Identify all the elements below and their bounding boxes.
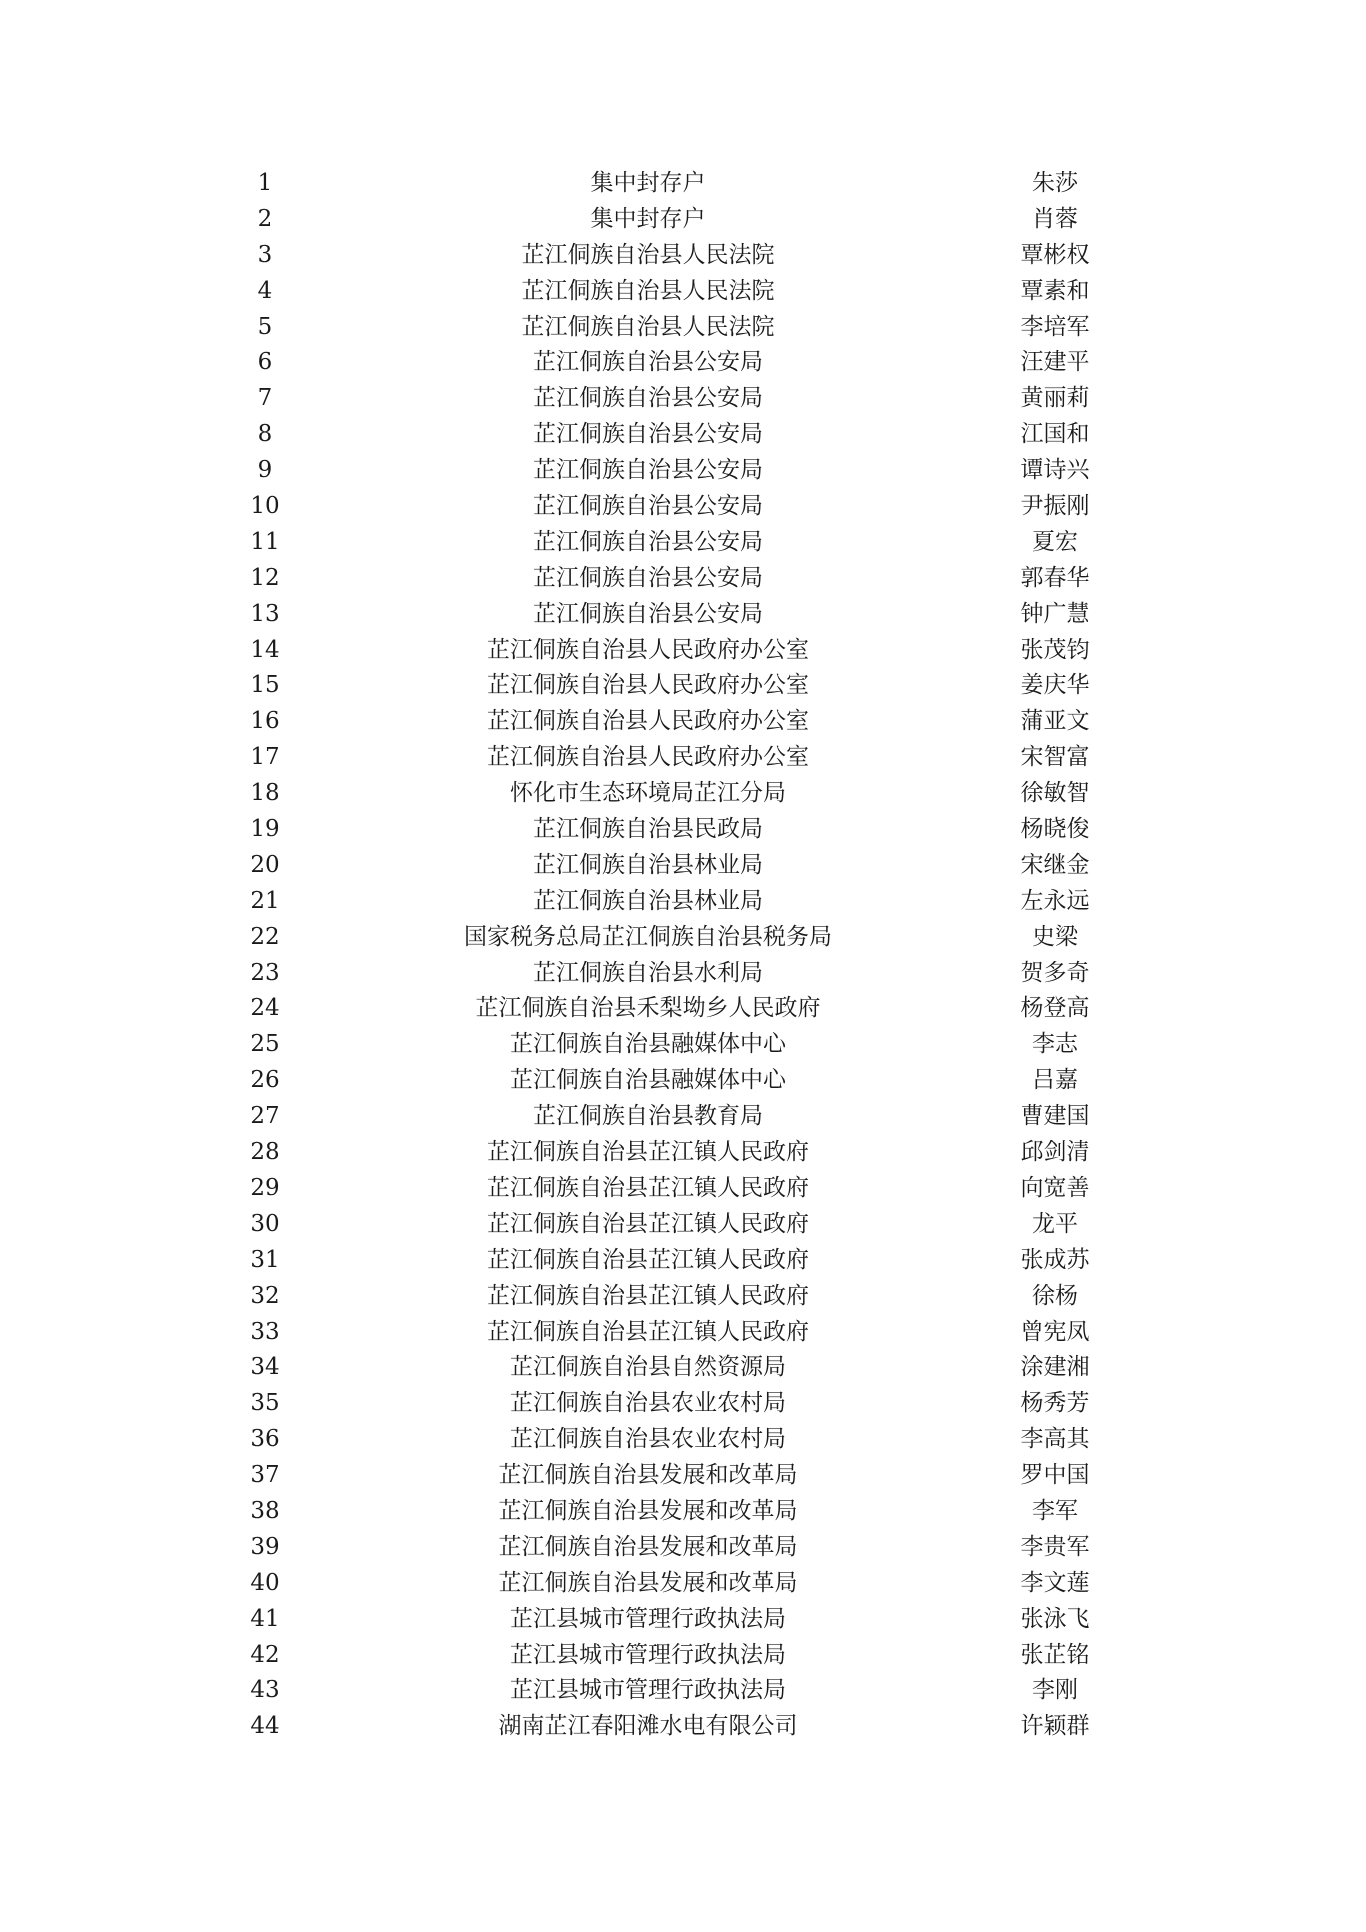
organization-name: 集中封存户 xyxy=(590,170,706,196)
row-number: 26 xyxy=(250,1067,280,1094)
organization-name: 芷江县城市管理行政执法局 xyxy=(510,1677,786,1704)
row-number: 9 xyxy=(257,457,273,484)
person-name: 钟广慧 xyxy=(1020,600,1090,627)
person-name: 张泳飞 xyxy=(1020,1605,1090,1632)
organization-name: 芷江侗族自治县公安局 xyxy=(533,457,763,484)
table-row xyxy=(0,884,1366,920)
person-name: 向宽善 xyxy=(1020,1174,1090,1201)
row-number: 22 xyxy=(250,923,280,950)
organization-name: 芷江侗族自治县禾梨坳乡人民政府 xyxy=(475,995,821,1022)
organization-name: 芷江侗族自治县融媒体中心 xyxy=(510,1031,786,1058)
person-name: 李志 xyxy=(1032,1031,1078,1058)
table-row xyxy=(0,1135,1366,1171)
person-name: 李培军 xyxy=(1020,313,1090,340)
organization-name: 芷江侗族自治县芷江镇人民政府 xyxy=(487,1210,809,1237)
row-number: 24 xyxy=(250,995,280,1022)
organization-name: 湖南芷江春阳滩水电有限公司 xyxy=(498,1713,798,1740)
person-name: 尹振刚 xyxy=(1020,493,1090,520)
person-name: 谭诗兴 xyxy=(1020,457,1090,484)
person-name: 吕嘉 xyxy=(1032,1067,1078,1094)
row-number: 23 xyxy=(250,959,280,986)
table-row xyxy=(0,1386,1366,1422)
table-row xyxy=(0,1530,1366,1566)
table-row xyxy=(0,1673,1366,1709)
organization-name: 芷江侗族自治县公安局 xyxy=(533,421,763,448)
organization-name: 芷江侗族自治县公安局 xyxy=(533,385,763,412)
person-name: 覃素和 xyxy=(1020,277,1090,304)
table-row xyxy=(0,1099,1366,1135)
row-number: 35 xyxy=(250,1390,280,1417)
table-row xyxy=(0,310,1366,346)
organization-name: 芷江侗族自治县芷江镇人民政府 xyxy=(487,1139,809,1166)
person-name: 杨晓俊 xyxy=(1020,816,1090,843)
organization-name: 芷江侗族自治县发展和改革局 xyxy=(498,1462,798,1489)
person-name: 曾宪凤 xyxy=(1020,1318,1090,1345)
table-row xyxy=(0,1171,1366,1207)
table-row xyxy=(0,1027,1366,1063)
person-name: 张茂钧 xyxy=(1020,636,1090,663)
row-number: 16 xyxy=(250,708,280,735)
row-number: 3 xyxy=(257,241,273,268)
person-name: 宋继金 xyxy=(1020,851,1090,878)
row-number: 30 xyxy=(250,1210,280,1237)
row-number: 19 xyxy=(250,816,280,843)
person-name: 张芷铭 xyxy=(1020,1641,1090,1668)
table-row xyxy=(0,956,1366,992)
row-number: 33 xyxy=(250,1318,280,1345)
row-number: 37 xyxy=(250,1462,280,1489)
person-name: 蒲亚文 xyxy=(1020,708,1090,735)
person-name: 贺多奇 xyxy=(1020,959,1090,986)
organization-name: 芷江侗族自治县公安局 xyxy=(533,349,763,376)
table-row xyxy=(0,345,1366,381)
row-number: 11 xyxy=(250,528,280,555)
row-number: 41 xyxy=(250,1605,280,1632)
table-row xyxy=(0,381,1366,417)
table-row xyxy=(0,525,1366,561)
organization-name: 芷江侗族自治县林业局 xyxy=(533,887,763,914)
person-name: 覃彬权 xyxy=(1020,241,1090,268)
person-name: 李军 xyxy=(1032,1497,1078,1524)
row-number: 32 xyxy=(250,1282,280,1309)
organization-name: 国家税务总局芷江侗族自治县税务局 xyxy=(464,923,832,950)
person-name: 左永远 xyxy=(1020,887,1090,914)
organization-name: 芷江侗族自治县芷江镇人民政府 xyxy=(487,1318,809,1345)
organization-name: 芷江侗族自治县农业农村局 xyxy=(510,1426,786,1453)
person-name: 罗中国 xyxy=(1020,1462,1090,1489)
organization-name: 芷江侗族自治县人民政府办公室 xyxy=(487,636,809,663)
row-number: 43 xyxy=(250,1677,280,1704)
table-row xyxy=(0,597,1366,633)
table-row xyxy=(0,1494,1366,1530)
person-name: 曹建国 xyxy=(1020,1103,1090,1130)
person-name: 姜庆华 xyxy=(1020,672,1090,699)
row-number: 42 xyxy=(250,1641,280,1668)
person-name: 夏宏 xyxy=(1032,528,1078,555)
table-row xyxy=(0,776,1366,812)
person-name: 李贵军 xyxy=(1020,1533,1090,1560)
table-row xyxy=(0,166,1366,202)
table-row xyxy=(0,489,1366,525)
organization-name: 芷江侗族自治县芷江镇人民政府 xyxy=(487,1246,809,1273)
row-number: 17 xyxy=(250,744,280,771)
organization-name: 怀化市生态环境局芷江分局 xyxy=(510,780,786,807)
table-row xyxy=(0,1315,1366,1351)
person-name: 江国和 xyxy=(1020,421,1090,448)
row-number: 21 xyxy=(250,887,280,914)
organization-name: 芷江侗族自治县林业局 xyxy=(533,851,763,878)
row-number: 38 xyxy=(250,1497,280,1524)
person-name: 肖蓉 xyxy=(1032,205,1078,232)
row-number: 6 xyxy=(257,349,273,376)
table-row xyxy=(0,1243,1366,1279)
organization-name: 芷江侗族自治县芷江镇人民政府 xyxy=(487,1282,809,1309)
person-name: 郭春华 xyxy=(1020,564,1090,591)
row-number: 7 xyxy=(257,385,273,412)
row-number: 2 xyxy=(257,205,273,232)
organization-name: 芷江县城市管理行政执法局 xyxy=(510,1605,786,1632)
organization-name: 芷江侗族自治县公安局 xyxy=(533,600,763,627)
table-row xyxy=(0,274,1366,310)
person-name: 邱剑清 xyxy=(1020,1139,1090,1166)
table-row xyxy=(0,417,1366,453)
organization-name: 芷江侗族自治县教育局 xyxy=(533,1103,763,1130)
table-row xyxy=(0,1638,1366,1674)
row-number: 28 xyxy=(250,1139,280,1166)
table-row xyxy=(0,740,1366,776)
organization-name: 芷江侗族自治县人民法院 xyxy=(521,277,775,304)
table-row xyxy=(0,812,1366,848)
organization-name: 芷江侗族自治县农业农村局 xyxy=(510,1390,786,1417)
row-number: 10 xyxy=(250,493,280,520)
organization-name: 芷江侗族自治县人民政府办公室 xyxy=(487,744,809,771)
table-row xyxy=(0,668,1366,704)
row-number: 34 xyxy=(250,1354,280,1381)
row-number: 12 xyxy=(250,564,280,591)
row-number: 14 xyxy=(250,636,280,663)
row-number: 13 xyxy=(250,600,280,627)
organization-name: 集中封存户 xyxy=(590,205,706,232)
row-number: 31 xyxy=(250,1246,280,1273)
organization-name: 芷江侗族自治县人民政府办公室 xyxy=(487,672,809,699)
row-number: 4 xyxy=(257,277,273,304)
row-number: 40 xyxy=(250,1569,280,1596)
person-name: 徐敏智 xyxy=(1020,780,1090,807)
person-name: 朱莎 xyxy=(1032,170,1078,196)
table-row xyxy=(0,453,1366,489)
person-name: 徐杨 xyxy=(1032,1282,1078,1309)
table-row xyxy=(0,704,1366,740)
organization-name: 芷江侗族自治县公安局 xyxy=(533,528,763,555)
row-number: 44 xyxy=(250,1713,280,1740)
person-name: 宋智富 xyxy=(1020,744,1090,771)
row-number: 39 xyxy=(250,1533,280,1560)
organization-name: 芷江侗族自治县发展和改革局 xyxy=(498,1569,798,1596)
table-row xyxy=(0,1602,1366,1638)
organization-name: 芷江县城市管理行政执法局 xyxy=(510,1641,786,1668)
organization-name: 芷江侗族自治县民政局 xyxy=(533,816,763,843)
table-row xyxy=(0,1709,1366,1745)
row-number: 18 xyxy=(250,780,280,807)
person-name: 汪建平 xyxy=(1020,349,1090,376)
table-row xyxy=(0,920,1366,956)
table-row xyxy=(0,1350,1366,1386)
row-number: 25 xyxy=(250,1031,280,1058)
person-name: 李文莲 xyxy=(1020,1569,1090,1596)
organization-name: 芷江侗族自治县水利局 xyxy=(533,959,763,986)
organization-name: 芷江侗族自治县发展和改革局 xyxy=(498,1497,798,1524)
organization-name: 芷江侗族自治县发展和改革局 xyxy=(498,1533,798,1560)
table-row xyxy=(0,991,1366,1027)
organization-name: 芷江侗族自治县芷江镇人民政府 xyxy=(487,1174,809,1201)
organization-name: 芷江侗族自治县自然资源局 xyxy=(510,1354,786,1381)
table-row xyxy=(0,848,1366,884)
person-name: 涂建湘 xyxy=(1020,1354,1090,1381)
organization-name: 芷江侗族自治县融媒体中心 xyxy=(510,1067,786,1094)
table-row xyxy=(0,1422,1366,1458)
organization-name: 芷江侗族自治县公安局 xyxy=(533,564,763,591)
person-name: 史梁 xyxy=(1032,923,1078,950)
table-row xyxy=(0,1279,1366,1315)
row-number: 8 xyxy=(257,421,273,448)
roster-table xyxy=(0,166,1366,1745)
person-name: 李刚 xyxy=(1032,1677,1078,1704)
table-row xyxy=(0,202,1366,238)
row-number: 27 xyxy=(250,1103,280,1130)
person-name: 杨登高 xyxy=(1020,995,1090,1022)
table-row xyxy=(0,238,1366,274)
row-number: 36 xyxy=(250,1426,280,1453)
person-name: 杨秀芳 xyxy=(1020,1390,1090,1417)
person-name: 龙平 xyxy=(1032,1210,1078,1237)
organization-name: 芷江侗族自治县人民政府办公室 xyxy=(487,708,809,735)
person-name: 张成苏 xyxy=(1020,1246,1090,1273)
table-row xyxy=(0,1063,1366,1099)
row-number: 1 xyxy=(257,170,273,196)
organization-name: 芷江侗族自治县公安局 xyxy=(533,493,763,520)
table-row xyxy=(0,561,1366,597)
person-name: 李高其 xyxy=(1020,1426,1090,1453)
table-row xyxy=(0,1566,1366,1602)
row-number: 5 xyxy=(257,313,273,340)
person-name: 黄丽莉 xyxy=(1020,385,1090,412)
person-name: 许颖群 xyxy=(1020,1713,1090,1740)
organization-name: 芷江侗族自治县人民法院 xyxy=(521,313,775,340)
row-number: 20 xyxy=(250,851,280,878)
table-row xyxy=(0,1458,1366,1494)
table-row xyxy=(0,1207,1366,1243)
row-number: 15 xyxy=(250,672,280,699)
row-number: 29 xyxy=(250,1174,280,1201)
table-row xyxy=(0,633,1366,669)
organization-name: 芷江侗族自治县人民法院 xyxy=(521,241,775,268)
